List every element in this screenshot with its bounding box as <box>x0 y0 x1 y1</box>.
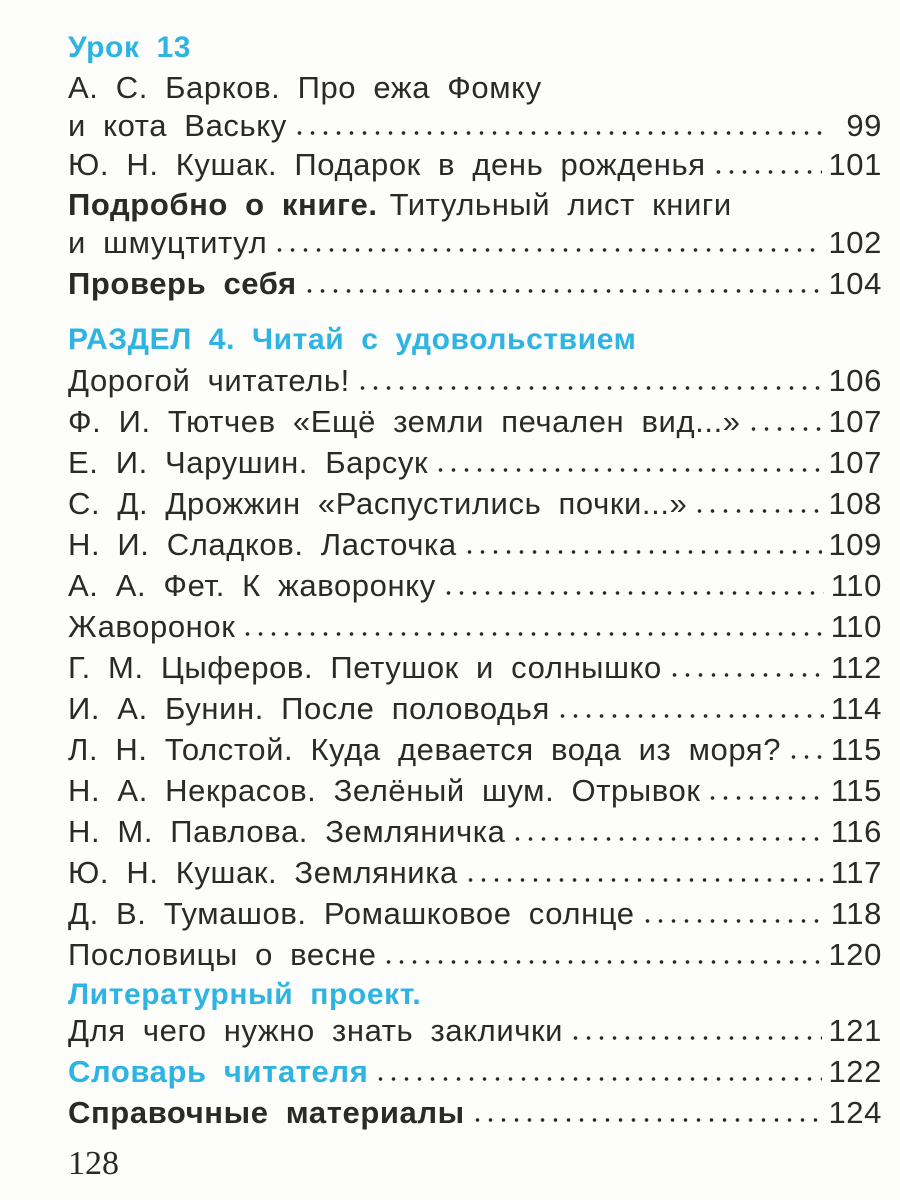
toc-entry-bold-title: Подробно о книге. <box>68 187 378 222</box>
dot-leader <box>442 590 824 596</box>
toc-entry-page: 110 <box>830 568 882 603</box>
toc-entry-page: 110 <box>830 609 882 644</box>
dot-leader <box>303 288 823 294</box>
toc-entry-title: Жаворонок <box>68 609 236 644</box>
toc-entry-title: Проверь себя <box>68 266 297 301</box>
toc-entry-page: 114 <box>830 691 882 726</box>
toc-entry-page: 115 <box>830 732 882 767</box>
toc-entry-title: Е. И. Чарушин. Барсук <box>68 445 429 480</box>
lesson-title: Урок 13 <box>68 31 192 64</box>
toc-entry-title: Г. М. Цыферов. Петушок и солнышко <box>68 650 662 685</box>
dot-leader <box>374 1076 822 1082</box>
toc-entry-page: 117 <box>830 855 882 890</box>
toc-entry-title: Словарь читателя <box>68 1054 369 1089</box>
dot-leader <box>511 836 824 842</box>
toc-entry-page: 101 <box>828 147 882 182</box>
toc-entry-page: 108 <box>828 486 882 521</box>
toc-entry-page: 106 <box>828 363 882 398</box>
toc-entry[interactable] <box>68 1013 882 1049</box>
toc-entry-page: 109 <box>828 527 882 562</box>
toc-entry-page: 118 <box>830 896 882 931</box>
dot-leader <box>293 130 824 136</box>
toc-entry-title: Д. В. Тумашов. Ромашковое солнце <box>68 896 635 931</box>
section-title: РАЗДЕЛ 4. Читай с удовольствием <box>68 323 637 356</box>
toc-entry-title: Ю. Н. Кушак. Подарок в день рожденья <box>68 147 706 182</box>
toc-entry-page: 120 <box>828 937 882 972</box>
dot-leader <box>693 508 822 514</box>
toc-entry[interactable] <box>68 937 882 973</box>
toc-entry[interactable] <box>68 650 882 686</box>
toc-entry[interactable] <box>68 108 882 144</box>
toc-entry[interactable] <box>68 147 882 183</box>
toc-entry[interactable] <box>68 527 882 563</box>
dot-leader <box>706 795 824 801</box>
toc-entry-title-line1: Титульный лист книги <box>389 187 732 222</box>
toc-entry[interactable] <box>68 814 882 850</box>
dot-leader <box>463 549 823 555</box>
dot-leader <box>471 1117 823 1123</box>
dot-leader <box>464 877 824 883</box>
dot-leader <box>787 754 824 760</box>
toc-entry-page: 99 <box>846 108 882 143</box>
toc-entry-title: Дорогой читатель! <box>68 363 350 398</box>
toc-entry[interactable] <box>68 1054 882 1090</box>
toc-entry-title: Пословицы о весне <box>68 937 377 972</box>
toc-entry[interactable] <box>68 609 882 645</box>
dot-leader <box>356 385 823 391</box>
page-number: 128 <box>68 1145 119 1182</box>
toc-entry[interactable] <box>68 225 882 261</box>
toc-entry-title: Для чего нужно знать заклички <box>68 1013 564 1048</box>
toc-entry-page: 116 <box>830 814 882 849</box>
toc-entry-page: 122 <box>828 1054 882 1089</box>
toc-entry-title: С. Д. Дрожжин «Распустились почки...» <box>68 486 688 521</box>
toc-entry[interactable] <box>68 486 882 522</box>
dot-leader <box>569 1035 822 1041</box>
toc-entry-line1 <box>68 187 882 223</box>
toc-entry[interactable] <box>68 445 882 481</box>
toc-entry-page: 104 <box>828 266 882 301</box>
toc-entry-title: Н. М. Павлова. Земляничка <box>68 814 506 849</box>
toc-entry-title: и кота Ваську <box>68 108 287 143</box>
dot-leader <box>434 467 822 473</box>
toc-entry-title: Н. И. Сладков. Ласточка <box>68 527 457 562</box>
toc-entry[interactable] <box>68 404 882 440</box>
dot-leader <box>241 631 824 637</box>
toc-entry[interactable] <box>68 732 882 768</box>
toc-entry-title: Л. Н. Толстой. Куда девается вода из моря? <box>68 732 782 767</box>
toc-entry-page: 107 <box>828 404 882 439</box>
dot-leader <box>382 959 822 965</box>
toc-entry-title-line1: А. С. Барков. Про ежа Фомку <box>68 70 542 105</box>
toc-entry[interactable] <box>68 855 882 891</box>
toc-entry-page: 121 <box>828 1013 882 1048</box>
toc-entry-title: и шмуцтитул <box>68 225 268 260</box>
toc-entry-page: 112 <box>830 650 882 685</box>
toc-entry[interactable] <box>68 691 882 727</box>
toc-entry-page: 115 <box>830 773 882 808</box>
dot-leader <box>273 247 822 253</box>
toc-entry[interactable] <box>68 896 882 932</box>
dot-leader <box>668 672 824 678</box>
toc-entry-page: 107 <box>828 445 882 480</box>
toc-entry-title: Н. А. Некрасов. Зелёный шум. Отрывок <box>68 773 701 808</box>
dot-leader <box>641 918 824 924</box>
toc-entry-line1 <box>68 70 882 106</box>
toc-entry[interactable] <box>68 1095 882 1131</box>
toc-entry-title: Ф. И. Тютчев «Ещё земли печален вид...» <box>68 404 741 439</box>
toc-entry[interactable] <box>68 773 882 809</box>
toc-entry-title: А. А. Фет. К жаворонку <box>68 568 436 603</box>
toc-entry-page: 102 <box>828 225 882 260</box>
table-of-contents <box>68 0 882 1200</box>
dot-leader <box>712 169 823 175</box>
dot-leader <box>556 713 824 719</box>
toc-entry-title: И. А. Бунин. После половодья <box>68 691 550 726</box>
toc-entry[interactable] <box>68 568 882 604</box>
toc-entry-title: Справочные материалы <box>68 1095 465 1130</box>
project-heading: Литературный проект. <box>68 978 422 1011</box>
toc-entry[interactable] <box>68 266 882 302</box>
toc-entry[interactable] <box>68 363 882 399</box>
toc-entry-title: Ю. Н. Кушак. Земляника <box>68 855 458 890</box>
dot-leader <box>747 426 823 432</box>
toc-entry-page: 124 <box>828 1095 882 1130</box>
